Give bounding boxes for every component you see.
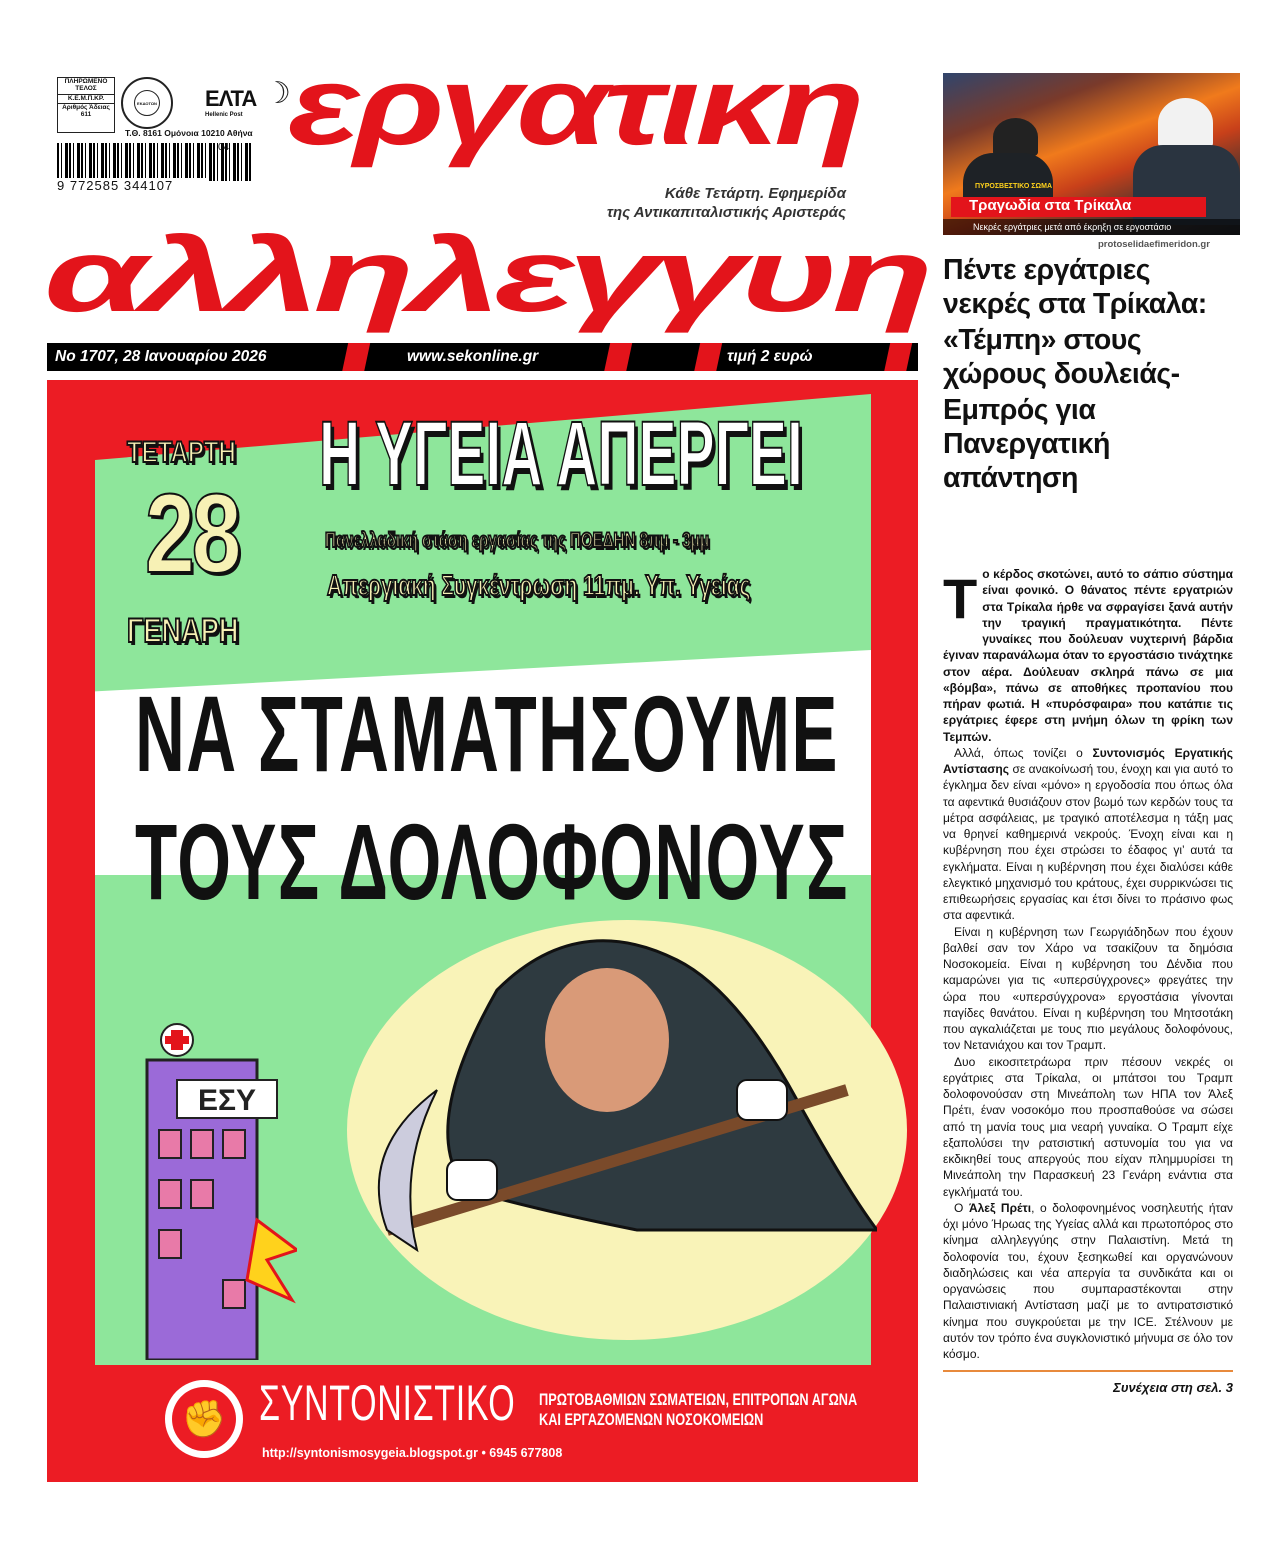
stamp-text: Αριθμός Άδειας 611 <box>62 104 110 119</box>
paragraph-bold: Άλεξ Πρέτι <box>968 1200 1032 1215</box>
org-description-line: ΚΑΙ ΕΡΓΑΖΟΜΕΝΩΝ ΝΟΣΟΚΟΜΕΙΩΝ <box>539 1410 764 1429</box>
price: τιμή 2 ευρώ <box>727 348 813 365</box>
paragraph-text: σε ανακοίνωσή του, ένοχη και για αυτό το έγκλημα δεν είναι «μόνο» η εργοδοσία που όπως όλα τα αφεντικά θυσιάζουν στον βωμό των κερδών τους τα μέτρα ασφάλειας, με τραγικό αποτέλεσμα η τάξη μας να θρηνεί καθημερινά νεκρούς. Ένοχη είναι και η κυβέρνηση που έχει στρώσει το έδαφος γι’ αυτά τα εγκλήματα. Είναι η κυβέρνηση που έχει διαλύσει κάθε ελεγκτικό μηχανισμό του κράτους, έχει συρρικνώσει τις επιθεωρήσεις εργασίας και έτσι δίνει το πράσινο φως στα αφεντικά. <box>943 762 1233 923</box>
postal-address: Τ.Θ. 8161 Ομόνοια 10210 Αθήνα <box>125 128 253 138</box>
article-paragraph <box>943 1200 1233 1363</box>
postage-paid-stamp <box>57 77 115 133</box>
poster-month: ΓΕΝΑΡΗ <box>127 612 239 650</box>
paragraph-text: , ο δολοφονημένος νοσηλευτής ήταν όχι μόνο Ήρωας της Υγείας αλλά και πρωτοπόρος στο κίνημα αλληλεγγύης στην Παλαιστίνη. Μετά τη δολοφονία του, έχουν ξεσηκωθεί και οργανώνουν διαδηλώσεις και νέα απεργία τα συνδικάτα και οι οργανώσεις που συμπαραστέκονται στην Παλαιστινιακή Αντίσταση μαζί με το αντιρατσιστικό κίνημα που συγκρούεται με την ICE. Στέλνουν με αυτόν τον τρόπο ένα συγκλονιστικό μήνυμα σε όλο τον κόσμο. <box>943 1200 1234 1361</box>
hospital-building-illustration <box>127 1020 297 1360</box>
article-headline <box>943 253 1241 497</box>
headline-part: Πέντε εργάτριες νεκρές στα Τρίκαλα: <box>943 254 1207 320</box>
poster-day: ΤΕΤΑΡΤΗ <box>127 436 236 469</box>
fire-photo <box>943 73 1240 235</box>
issue-info-bar <box>47 343 918 371</box>
org-description-line: ΠΡΩΤΟΒΑΘΜΙΩΝ ΣΩΜΑΤΕΙΩΝ, ΕΠΙΤΡΟΠΩΝ ΑΓΩΝΑ <box>539 1390 858 1409</box>
poster-headline: Η ΥΓΕΙΑ ΑΠΕΡΓΕΙ <box>319 403 803 505</box>
stamp-text: ΠΛΗΡΩΜΕΝΟ ΤΕΛΟΣ <box>58 78 114 95</box>
article-paragraph: Είναι η κυβέρνηση των Γεωργιάδηδων που έχουν βαλθεί σαν τον Χάρο να τσακίζουν τα δημόσια Νοσοκομεία. Είναι η κυβέρνηση του Δένδια που καμαρώνει για τις «υπερσύγχρονες» φρεγάτες την ώρα που «υπερσύγχρονα» εργοστάσια γίνονται παγίδες θανάτου. Είναι η κυβέρνηση του Μητσοτάκη που αγκαλιάζεται με τους πιο μεγάλους δολοφόνους, τον Νετανιάχου και τον Τραμπ. <box>943 924 1233 1053</box>
issue-number-date: Νο 1707, 28 Ιανουαρίου 2026 <box>55 348 267 365</box>
slogan-line: ΤΟΥΣ ΔΟΛΟΦΟΝΟΥΣ <box>135 801 849 922</box>
elta-logo <box>205 86 256 118</box>
article-paragraph <box>943 745 1233 924</box>
headline-part: «Τέμπη» στους χώρους δουλειάς- <box>943 324 1180 390</box>
paragraph-text: Αλλά, όπως τονίζει ο <box>954 745 1093 760</box>
photo-subcaption: Νεκρές εργάτριες μετά από έκρηξη σε εργοστάσιο <box>943 219 1240 235</box>
org-contact: http://syntonismosygeia.blogspot.gr • 6945 677808 <box>262 1446 563 1460</box>
elta-text: ΕΛΤΑ <box>205 86 257 111</box>
photo-caption: Τραγωδία στα Τρίκαλα <box>951 197 1206 217</box>
subtitle-line: Κάθε Τετάρτη. Εφημερίδα <box>664 185 846 202</box>
slogan-line: ΝΑ ΣΤΑΜΑΤΗΣΟΥΜΕ <box>135 673 839 794</box>
divider <box>943 1370 1233 1372</box>
org-description <box>539 1390 857 1430</box>
photo-vest-text: ΠΥΡΟΣΒΕΣΤΙΚΟ ΣΩΜΑ <box>975 183 1053 190</box>
continued-link[interactable]: Συνέχεια στη σελ. 3 <box>1113 1380 1233 1396</box>
article-body <box>943 566 1233 1397</box>
drop-cap: Τ <box>943 567 978 630</box>
poster-slogan <box>135 670 849 926</box>
seal-text: ΕΚΔΟΤΩΝ <box>134 90 160 116</box>
stamp-text: Κ.Ε.Μ.Π.ΚΡ. <box>58 95 114 105</box>
poster-subline1: Πανελλαδική στάση εργασίας της ΠΟΕΔΗΝ 8πμ - 3μμ <box>325 529 710 552</box>
elta-subtext: Hellenic Post <box>205 112 243 118</box>
paragraph-text: ο κέρδος σκοτώνει, αυτό το σάπιο σύστημα είναι φονικό. Ο θάνατος πέντε εργατριών στα Τρίκαλα ήρθε να σφραγίσει ξανά αυτήν την τραγική πραγματικότητα. Πέντε γυναίκες που δούλευαν νυχτερινή βάρδια έγιναν παρανάλωμα όταν το εργοστάσιο τινάχτηκε στον αέρα. Δούλευαν σκληρά πάνω σε μια «βόμβα», πάνω σε αποθήκες προπανίου που πήραν φωτιά. Η «πυρόσφαιρα» που κατάπιε τις εργάτριες έφερε στη μνήμη όλων τη φρίκη των Τεμπών. <box>943 567 1233 744</box>
paragraph-text: Ο <box>954 1200 969 1215</box>
publishers-seal <box>121 77 173 129</box>
poster-date: 28 <box>145 471 239 596</box>
strike-poster <box>47 380 918 1482</box>
org-name: ΣΥΝΤΟΝΙΣΤΙΚΟ <box>259 1375 516 1431</box>
headline-part: Εμπρός για Πανεργατική απάντηση <box>943 394 1110 494</box>
photo-credit: protoselidaefimeridon.gr <box>1098 239 1210 250</box>
building-label: ΕΣΥ <box>197 1084 257 1117</box>
masthead-subtitle <box>600 184 846 222</box>
grim-reaper-illustration <box>377 930 877 1260</box>
masthead-title-line2: αλληλεγγυη <box>44 218 928 334</box>
masthead-title-line1: εργατικη <box>288 43 860 168</box>
raised-fist-logo-icon: ✊ <box>165 1380 243 1458</box>
website-link[interactable]: www.sekonline.gr <box>407 348 539 365</box>
barcode-number: 9 772585 344107 <box>57 178 207 193</box>
article-paragraph: Δυο εικοσιτετράωρα πριν πέσουν νεκρές οι εργάτριες στα Τρίκαλα, οι μπάτσοι του Τραμπ δολοφονούσαν στη Μινεάπολη των ΗΠΑ τον Άλεξ Πρέτι, έναν νοσοκόμο που προσπαθούσε να σώσει από τη μανία τους μια νεαρή γυναίκα. Ο Τραμπ είχε εξαπολύσει την ρατσιστική αστυνομία του για να εκδικηθεί τους απεργούς που είχαν πλημμυρίσει τη Μινεάπολη την Παρασκευή 23 Γενάρη ενάντια στα εγκλήματά του. <box>943 1054 1233 1199</box>
subtitle-line: της Αντικαπιταλιστικής Αριστεράς <box>606 204 846 221</box>
article-paragraph <box>943 566 1233 745</box>
barcode-issue: 04 <box>218 142 230 153</box>
hermes-head-icon: ☽ <box>264 77 291 110</box>
poster-subline2: Απεργιακή Συγκέντρωση 11πμ. Υπ. Υγείας <box>327 570 751 602</box>
paragraph-bold: Συντονισμός Εργατικής Αντίστασης <box>943 745 1233 776</box>
